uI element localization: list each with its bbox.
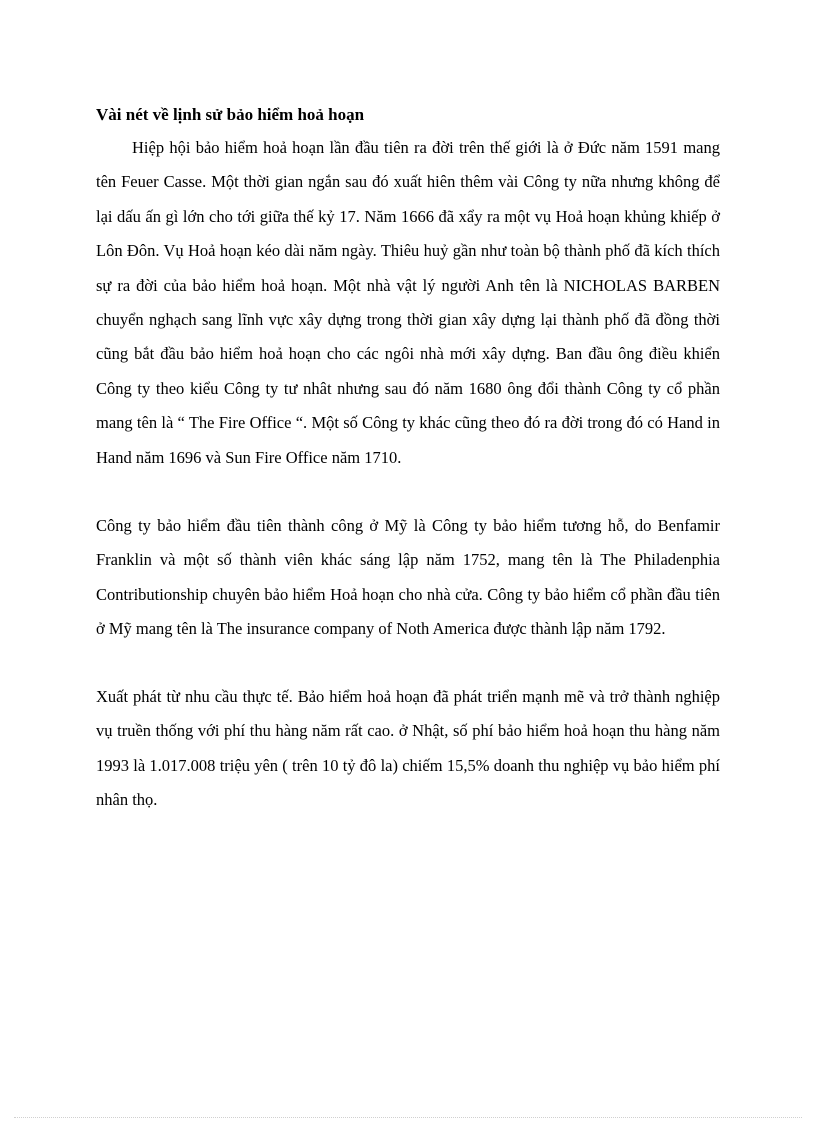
paragraph-development: Xuất phát từ nhu cầu thực tế. Bảo hiểm hoả hoạn đã phát triển mạnh mẽ và trở thành nghiệp vụ truền thống với phí thu hàng năm rất cao. ở Nhật, số phí bảo hiểm hoả hoạn thu hàng năm 1993 là 1.017.008 triệu yên ( trên 10 tỷ đô la) chiếm 15,5% doanh thu nghiệp vụ bảo hiểm phí nhân thọ. [96, 687, 720, 810]
paragraph-history-origin: Hiệp hội bảo hiểm hoả hoạn lần đầu tiên ra đời trên thế giới là ở Đức năm 1591 mang tên Feuer Casse. Một thời gian ngắn sau đó xuất hiên thêm vài Công ty nữa nhưng không để lại dấu ấn gì lớn cho tới giữa thế kỷ 17. Năm 1666 đã xẩy ra một vụ Hoả hoạn khủng khiếp ở Lôn Đôn. Vụ Hoả hoạn kéo dài năm ngày. Thiêu huỷ gần như toàn bộ thành phố đã kích thích sự ra đời của bảo hiểm hoả hoạn. Một nhà vật lý người Anh tên là NICHOLAS BARBEN chuyển nghạch sang lĩnh vực xây dựng trong thời gian xây dựng lại thành phố đã đồng thời cũng bắt đầu bảo hiểm hoả hoạn cho các ngôi nhà mới xây dựng. Ban đầu ông điều khiển Công ty theo kiểu Công ty tư nhât nhưng sau đó năm 1680 ông đổi thành Công ty cổ phần mang tên là “ The Fire Office “. Một số Công ty khác cũng theo đó ra đời trong đó có Hand in Hand năm 1696 và Sun Fire Office năm 1710. [96, 138, 720, 467]
section-heading: Vài nét về lịnh sử bảo hiểm hoả hoạn [96, 105, 365, 124]
page-bottom-rule [14, 1117, 802, 1118]
paragraph-america: Công ty bảo hiểm đầu tiên thành công ở Mỹ là Công ty bảo hiểm tương hỗ, do Benfamir Franklin và một số thành viên khác sáng lập năm 1752, mang tên là The Philadenphia Contributionship chuyên bảo hiểm Hoả hoạn cho nhà cửa. Công ty bảo hiểm cổ phần đầu tiên ở Mỹ mang tên là The insurance company of Noth America được thành lập năm 1792. [96, 516, 720, 639]
